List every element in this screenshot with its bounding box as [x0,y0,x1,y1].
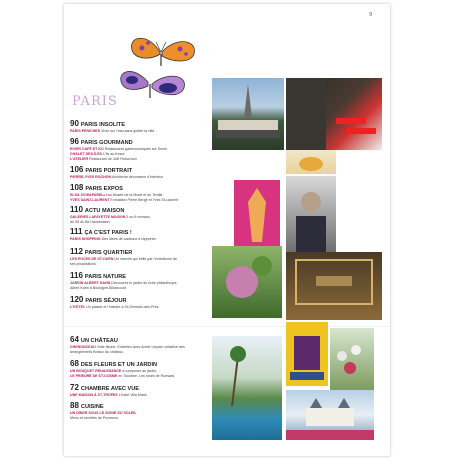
photo-chateau [286,390,374,440]
photo-garden [212,246,282,318]
paris-toc [70,120,208,320]
maison-toc [70,336,208,446]
photo-dessert [286,150,336,174]
chairs-icon [286,78,382,150]
page-number: 9 [369,12,372,18]
divider [64,326,390,327]
toc-entry[interactable]: 108 PARIS EXPOS ELSA SCHIAPARELLI au Musée de la Mode et du Textile. YVES SAINT-LAURENT Fondation Pierre Bergé et Yves St-Laurent [70,183,179,202]
photo-pink-dress [234,180,280,246]
photo-house [286,322,328,386]
toc-entry[interactable]: 64 UN CHÂTEAU CHENONCEAU Vidie fleurie. Entretien avec Annie Leyrain créatrice des arrangements floraux du château. [70,335,185,354]
magazine-page [64,4,390,456]
portrait-icon [286,176,336,252]
toc-entry[interactable]: 116 PARIS NATURE JARDIN ALBERT KAHN Découvrez le jardin du riche philanthrope, Albert Kahn à Boulogne-Billancourt. [70,271,178,290]
dress-icon [234,180,280,246]
window-icon [286,322,328,386]
photo-barge-eiffel [212,78,284,150]
toc-entry[interactable]: 110 ACTU MAISON GALERIES LAFAYETTE MAISON 5 ou 6 niveaux, au 35 du Bd Haussmann. [70,205,151,224]
toc-entry[interactable]: 111 ÇA C'EST PARIS ! PARIS SHOPPING Des idées de cadeaux à rapporter. [70,227,157,241]
hotel-sign-icon [286,252,382,320]
toc-entry[interactable]: 106 PARIS PORTRAIT PIERRE-YVES ROCHON Architecte décorateur d'intérieur. [70,165,164,179]
photo-portrait [286,176,336,252]
toc-entry[interactable]: 72 CHAMBRE AVEC VUE UNE MAISON À ST-TROPEZ L'hôtel Villa Marie. [70,383,148,397]
photo-flowers [330,328,374,392]
purple-butterfly-icon [121,71,185,98]
butterfly-illustration [118,32,204,104]
photo-hotel-sign [286,252,382,320]
photo-pool [212,336,282,440]
roses-icon [330,328,374,392]
photo-restaurant [286,78,382,150]
palm-icon [212,336,282,440]
toc-entry[interactable]: 112 PARIS QUARTIER LES PUCES DE ST-OUEN Un marché qui brille par l'éclectisme de ses propositions. [70,247,177,266]
toc-entry[interactable]: 96 PARIS GOURMAND RIVER CAFÉ ET KO Restaurants gastronomiques sur Seine. CHALET DES ÎLES L'île au trésor. L'ATELIER Restaurant de Joël Robuchon [70,137,168,161]
toc-entry[interactable]: 68 DES FLEURS ET UN JARDIN UN BOUQUET RENAISSANCE à composer au jardin. LE PRIEURÉ DE ST-COSME en Touraine. Les roses de Ronsard. [70,359,176,378]
toc-entry[interactable]: 90 PARIS INSOLITE PARIS PÉNICHES Vivre sur l'eau sans quitter la ville. [70,119,156,133]
dessert-icon [286,150,336,174]
toc-entry[interactable]: 120 PARIS SÉJOUR L'HÔTEL Un palace et l'histoire à St-Germain-des-Prés. [70,295,160,309]
section-title: PARIS [72,94,118,109]
castle-icon [286,390,374,440]
garden-icon [212,246,282,318]
barge-icon [212,78,284,150]
toc-entry[interactable]: 88 CUISINE UN DÎNER SOUS LE SIGNE DU SOLEIL Menu et recettes de Provence. [70,401,137,420]
orange-butterfly-icon [131,38,194,66]
